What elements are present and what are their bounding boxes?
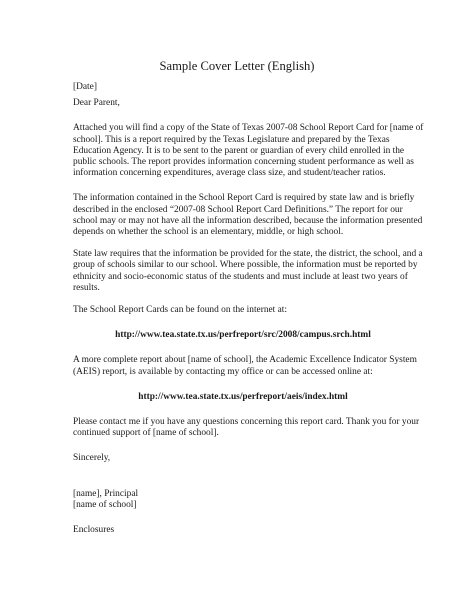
date-line: [Date]	[73, 82, 97, 92]
paragraph-line: school may or may not have all the information described, because the information presented	[73, 215, 423, 226]
salutation: Dear Parent,	[73, 98, 120, 109]
paragraph-line: The School Report Cards can be found on the internet at:	[73, 305, 288, 316]
paragraph-line: Attached you will find a copy of the State of Texas 2007-08 School Report Card for [name of	[73, 123, 424, 134]
paragraph-line: Education Agency. It is to be sent to the parent or guardian of every child enrolled in the	[73, 145, 405, 156]
paragraph-line: depends on whether the school is an elementary, middle, or high school.	[73, 227, 344, 238]
letter-title: Sample Cover Letter (English)	[159, 59, 315, 73]
paragraph-line: described in the enclosed “2007-08 School Report Card Definitions.” The report for our	[73, 204, 403, 215]
aeis-url[interactable]: http://www.tea.state.tx.us/perfreport/aeis/index.html	[138, 391, 348, 402]
paragraph-line: (AEIS) report, is available by contacting my office or can be accessed online at:	[73, 366, 373, 377]
paragraph-internet	[73, 305, 413, 316]
paragraph-line: results.	[73, 282, 100, 293]
report-card-url[interactable]: http://www.tea.state.tx.us/perfreport/src/2008/campus.srch.html	[115, 330, 371, 341]
signature-school: [name of school]	[73, 499, 137, 510]
signature-name: [name], Principal	[73, 488, 139, 499]
paragraph-line: Please contact me if you have any questions concerning this report card. Thank you for your	[73, 417, 420, 428]
paragraph-line: ethnicity and socio-economic status of the students and must include at least two years of	[73, 271, 408, 282]
paragraph-line: A more complete report about [name of school], the Academic Excellence Indicator System	[73, 355, 417, 366]
paragraph-line: public schools. The report provides information concerning student performance as well as	[73, 157, 414, 168]
letter-body	[73, 82, 424, 536]
paragraph-line: State law requires that the information be provided for the state, the district, the school, and a	[73, 249, 423, 260]
paragraph-intro	[73, 123, 424, 179]
paragraph-line: The information contained in the School Report Card is required by state law and is briefly	[73, 193, 415, 204]
paragraph-aeis	[73, 355, 417, 377]
paragraph-line: continued support of [name of school].	[73, 428, 219, 439]
enclosures: Enclosures	[73, 525, 115, 536]
paragraph-line: group of schools similar to our school. Where possible, the information must be reported by	[73, 260, 418, 271]
closing: Sincerely,	[73, 453, 111, 464]
paragraph-line: school]. This is a report required by the Texas Legislature and prepared by the Texas	[73, 134, 390, 145]
paragraph-information	[73, 193, 423, 238]
signature-block	[73, 489, 413, 511]
paragraph-line: information concerning expenditures, average class size, and student/teacher ratios.	[73, 168, 386, 179]
paragraph-contact	[73, 417, 420, 439]
paragraph-state-law	[73, 249, 423, 294]
